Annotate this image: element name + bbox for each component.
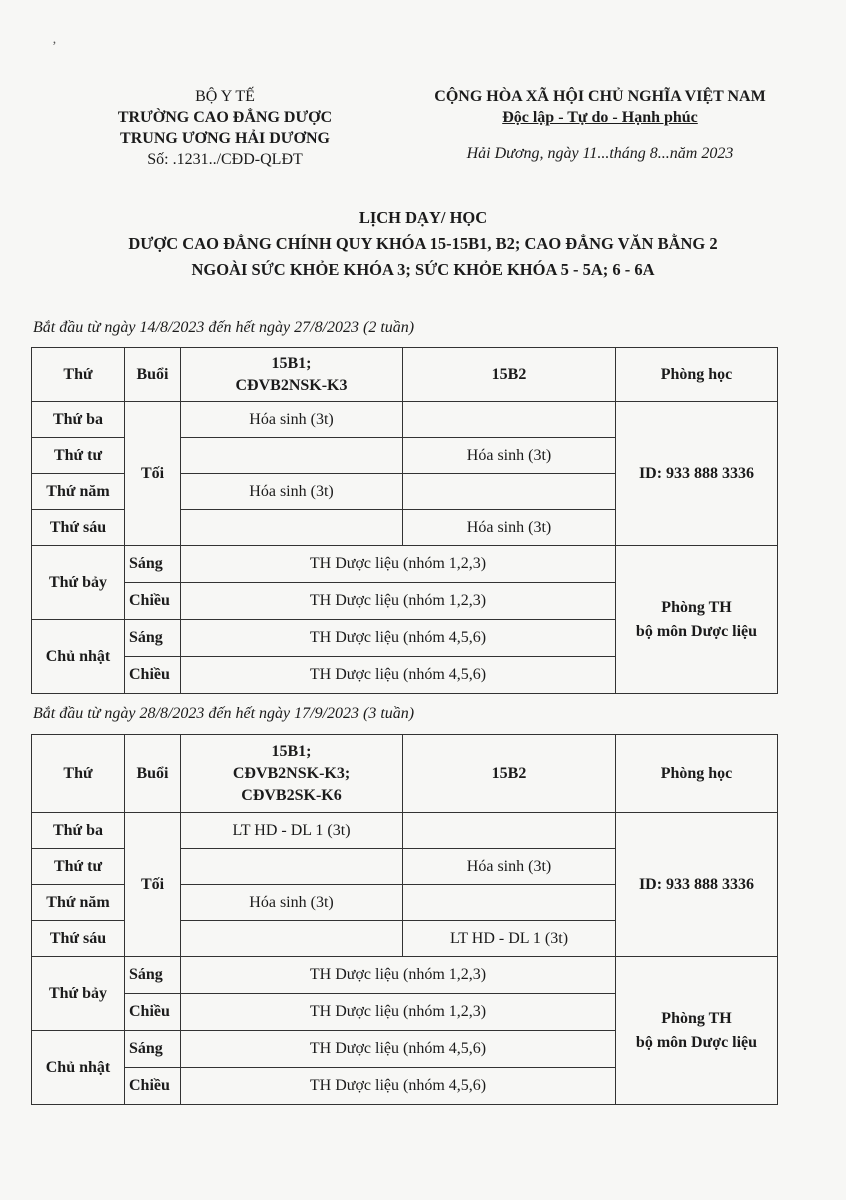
- class-cell-merged: TH Dược liệu (nhóm 4,5,6): [181, 657, 616, 694]
- header-day: Thứ: [32, 735, 125, 813]
- room-online-id: ID: 933 888 3336: [616, 813, 778, 957]
- school-name-line2: TRUNG ƯƠNG HẢI DƯƠNG: [120, 130, 330, 147]
- ministry-name: BỘ Y TẾ: [195, 88, 255, 105]
- period-1-label: Bắt đầu từ ngày 14/8/2023 đến hết ngày 27/8/2023 (2 tuần): [33, 319, 415, 336]
- class-cell-group-2: [403, 885, 616, 921]
- room-lab-line2: bộ môn Dược liệu: [635, 1033, 758, 1051]
- class-cell-group-1: Hóa sinh (3t): [181, 474, 403, 510]
- day-cell: Thứ bảy: [32, 546, 125, 620]
- day-cell: Chủ nhật: [32, 1031, 125, 1105]
- table-header-row: [32, 348, 778, 402]
- day-cell: Chủ nhật: [32, 620, 125, 694]
- schedule-table-1: [31, 347, 778, 694]
- day-cell: Thứ sáu: [32, 921, 125, 957]
- place-date: Hải Dương, ngày 11...tháng 8...năm 2023: [466, 145, 734, 162]
- room-lab: [616, 957, 778, 1105]
- schedule-table-2: [31, 734, 778, 1105]
- class-cell-group-2: Hóa sinh (3t): [403, 849, 616, 885]
- day-cell: Thứ năm: [32, 474, 125, 510]
- header-room: Phòng học: [616, 348, 778, 402]
- session-evening: Tối: [125, 813, 181, 957]
- school-name-line1: TRƯỜNG CAO ĐẲNG DƯỢC: [117, 109, 333, 126]
- header-group-1-line2: CĐVB2NSK-K3: [235, 376, 348, 394]
- header-group-1-line3: CĐVB2SK-K6: [241, 786, 342, 804]
- class-cell-group-1: [181, 510, 403, 546]
- class-cell-group-2: [403, 402, 616, 438]
- day-cell: Thứ bảy: [32, 957, 125, 1031]
- day-cell: Thứ ba: [32, 813, 125, 849]
- header-day: Thứ: [32, 348, 125, 402]
- day-cell: Thứ ba: [32, 402, 125, 438]
- document-number: Số: .1231../CĐD-QLĐT: [147, 151, 303, 168]
- class-cell-merged: TH Dược liệu (nhóm 1,2,3): [181, 583, 616, 620]
- room-lab-line2: bộ môn Dược liệu: [635, 622, 758, 640]
- header-session: Buổi: [125, 735, 181, 813]
- class-cell-group-2: Hóa sinh (3t): [403, 510, 616, 546]
- class-cell-group-2: Hóa sinh (3t): [403, 438, 616, 474]
- day-cell: Thứ năm: [32, 885, 125, 921]
- class-cell-group-2: [403, 474, 616, 510]
- header-group-2: 15B2: [403, 348, 616, 402]
- header-group-2: 15B2: [403, 735, 616, 813]
- header-group-1-line1: 15B1;: [271, 354, 312, 372]
- class-cell-merged: TH Dược liệu (nhóm 4,5,6): [181, 620, 616, 657]
- class-cell-group-1: Hóa sinh (3t): [181, 885, 403, 921]
- day-cell: Thứ tư: [32, 849, 125, 885]
- title-line2: DƯỢC CAO ĐẲNG CHÍNH QUY KHÓA 15-15B1, B2; CAO ĐẲNG VĂN BẰNG 2: [128, 234, 718, 253]
- scan-mark: ‚: [52, 32, 57, 47]
- room-lab: [616, 546, 778, 694]
- document-title: [30, 205, 816, 283]
- session-afternoon: Chiều: [125, 1068, 181, 1105]
- session-afternoon: Chiều: [125, 657, 181, 694]
- class-cell-merged: TH Dược liệu (nhóm 1,2,3): [181, 957, 616, 994]
- session-morning: Sáng: [125, 957, 181, 994]
- class-cell-group-1: [181, 849, 403, 885]
- session-afternoon: Chiều: [125, 583, 181, 620]
- class-cell-group-1: [181, 438, 403, 474]
- table-row: [32, 546, 778, 583]
- period-2-label: Bắt đầu từ ngày 28/8/2023 đến hết ngày 17/9/2023 (3 tuần): [33, 705, 415, 722]
- session-evening: Tối: [125, 402, 181, 546]
- session-afternoon: Chiều: [125, 994, 181, 1031]
- room-online-id: ID: 933 888 3336: [616, 402, 778, 546]
- class-cell-merged: TH Dược liệu (nhóm 4,5,6): [181, 1031, 616, 1068]
- title-line3: NGOÀI SỨC KHỎE KHÓA 3; SỨC KHỎE KHÓA 5 - 5A; 6 - 6A: [191, 260, 655, 279]
- national-motto: Độc lập - Tự do - Hạnh phúc: [502, 109, 698, 126]
- header-left: [80, 86, 370, 170]
- room-lab-line1: Phòng TH: [661, 598, 732, 616]
- title-line1: LỊCH DẠY/ HỌC: [358, 208, 488, 227]
- session-morning: Sáng: [125, 1031, 181, 1068]
- class-cell-group-2: [403, 813, 616, 849]
- header-session: Buổi: [125, 348, 181, 402]
- class-cell-group-1: Hóa sinh (3t): [181, 402, 403, 438]
- nation-name: CỘNG HÒA XÃ HỘI CHỦ NGHĨA VIỆT NAM: [434, 88, 766, 105]
- header-group-1-line1: 15B1;: [271, 742, 312, 760]
- room-lab-line1: Phòng TH: [661, 1009, 732, 1027]
- table-row: [32, 813, 778, 849]
- class-cell-group-2: LT HD - DL 1 (3t): [403, 921, 616, 957]
- class-cell-group-1: [181, 921, 403, 957]
- day-cell: Thứ tư: [32, 438, 125, 474]
- class-cell-merged: TH Dược liệu (nhóm 1,2,3): [181, 546, 616, 583]
- table-row: [32, 957, 778, 994]
- header-right: [395, 86, 805, 164]
- motto-wrap: [395, 107, 805, 128]
- session-morning: Sáng: [125, 546, 181, 583]
- class-cell-merged: TH Dược liệu (nhóm 4,5,6): [181, 1068, 616, 1105]
- day-cell: Thứ sáu: [32, 510, 125, 546]
- header-group-1: [181, 348, 403, 402]
- table-header-row: [32, 735, 778, 813]
- class-cell-group-1: LT HD - DL 1 (3t): [181, 813, 403, 849]
- session-morning: Sáng: [125, 620, 181, 657]
- header-group-1-line2: CĐVB2NSK-K3;: [232, 764, 351, 782]
- header-group-1: [181, 735, 403, 813]
- header-room: Phòng học: [616, 735, 778, 813]
- class-cell-merged: TH Dược liệu (nhóm 1,2,3): [181, 994, 616, 1031]
- table-row: [32, 402, 778, 438]
